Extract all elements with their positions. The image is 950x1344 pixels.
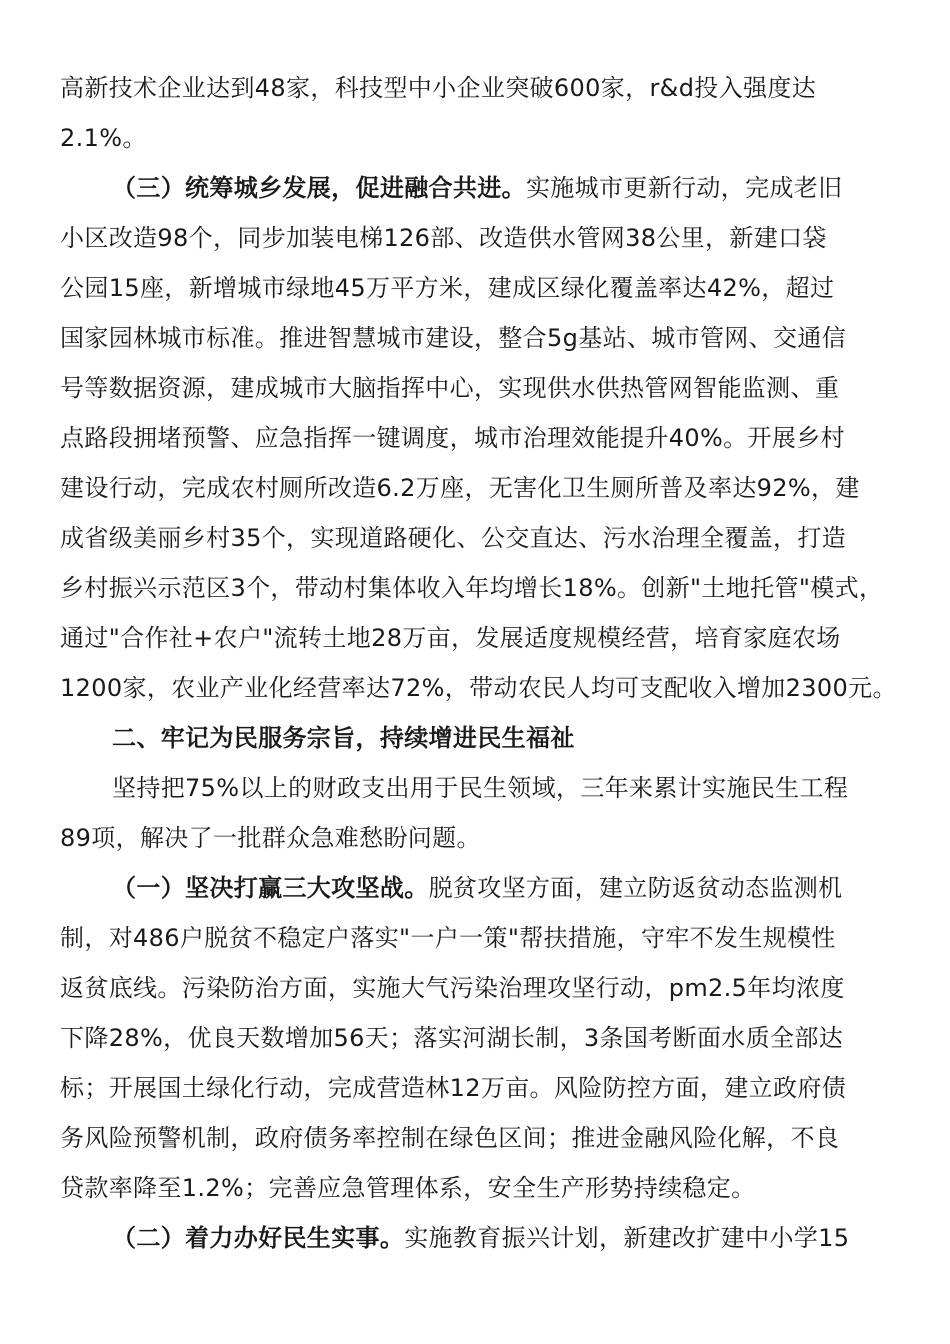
body-line xyxy=(112,1222,849,1254)
subsection-heading: （一）坚决打赢三大攻坚战。 xyxy=(112,874,429,902)
body-line xyxy=(112,172,843,204)
body-line: 通过"合作社+农户"流转土地28万亩，发展适度规模经营，培育家庭农场 xyxy=(60,624,841,652)
body-line: 成省级美丽乡村35个，实现道路硬化、公交直达、污水治理全覆盖，打造 xyxy=(60,524,847,552)
body-line: 1200家，农业产业化经营率达72%，带动农民人均可支配收入增加2300元。 xyxy=(60,674,897,702)
body-line: 小区改造98个，同步加装电梯126部、改造供水管网38公里，新建口袋 xyxy=(60,224,827,252)
body-line: 坚持把75%以上的财政支出用于民生领域，三年来累计实施民生工程 xyxy=(112,774,849,802)
body-line: 返贫底线。污染防治方面，实施大气污染治理攻坚行动，pm2.5年均浓度 xyxy=(60,974,845,1002)
body-line: 89项，解决了一批群众急难愁盼问题。 xyxy=(60,824,481,852)
body-text: 脱贫攻坚方面，建立防返贫动态监测机 xyxy=(428,874,843,902)
body-text: 实施城市更新行动，完成老旧 xyxy=(525,174,843,202)
body-line: 建设行动，完成农村厕所改造6.2万座，无害化卫生厕所普及率达92%，建 xyxy=(60,474,860,502)
subsection-heading: （三）统筹城乡发展，促进融合共进。 xyxy=(112,174,526,202)
body-text: 实施教育振兴计划，新建改扩建中小学15 xyxy=(404,1224,850,1252)
body-line: 标；开展国土绿化行动，完成营造林12万亩。风险防控方面，建立政府债 xyxy=(60,1074,847,1102)
body-line: 公园15座，新增城市绿地45万平方米，建成区绿化覆盖率达42%，超过 xyxy=(60,274,835,302)
body-line: 点路段拥堵预警、应急指挥一键调度，城市治理效能提升40%。开展乡村 xyxy=(60,424,845,452)
body-line: 下降28%，优良天数增加56天；落实河湖长制，3条国考断面水质全部达 xyxy=(60,1024,844,1052)
body-line: 贷款率降至1.2%；完善应急管理体系，安全生产形势持续稳定。 xyxy=(60,1174,756,1202)
body-line: 国家园林城市标准。推进智慧城市建设，整合5g基站、城市管网、交通信 xyxy=(60,324,847,352)
body-line: 号等数据资源，建成城市大脑指挥中心，实现供水供热管网智能监测、重 xyxy=(60,374,840,402)
body-line: 制，对486户脱贫不稳定户落实"一户一策"帮扶措施，守牢不发生规模性 xyxy=(60,924,836,952)
body-line: 高新技术企业达到48家，科技型中小企业突破600家，r&d投入强度达 xyxy=(60,74,817,102)
body-line: 务风险预警机制，政府债务率控制在绿色区间；推进金融风险化解，不良 xyxy=(60,1124,840,1152)
body-line xyxy=(112,872,843,904)
section-heading: 二、牢记为民服务宗旨，持续增进民生福祉 xyxy=(112,724,575,752)
subsection-heading: （二）着力办好民生实事。 xyxy=(112,1224,405,1252)
body-line: 2.1%。 xyxy=(60,124,147,152)
body-line: 乡村振兴示范区3个，带动村集体收入年均增长18%。创新"土地托管"模式， xyxy=(60,574,884,602)
